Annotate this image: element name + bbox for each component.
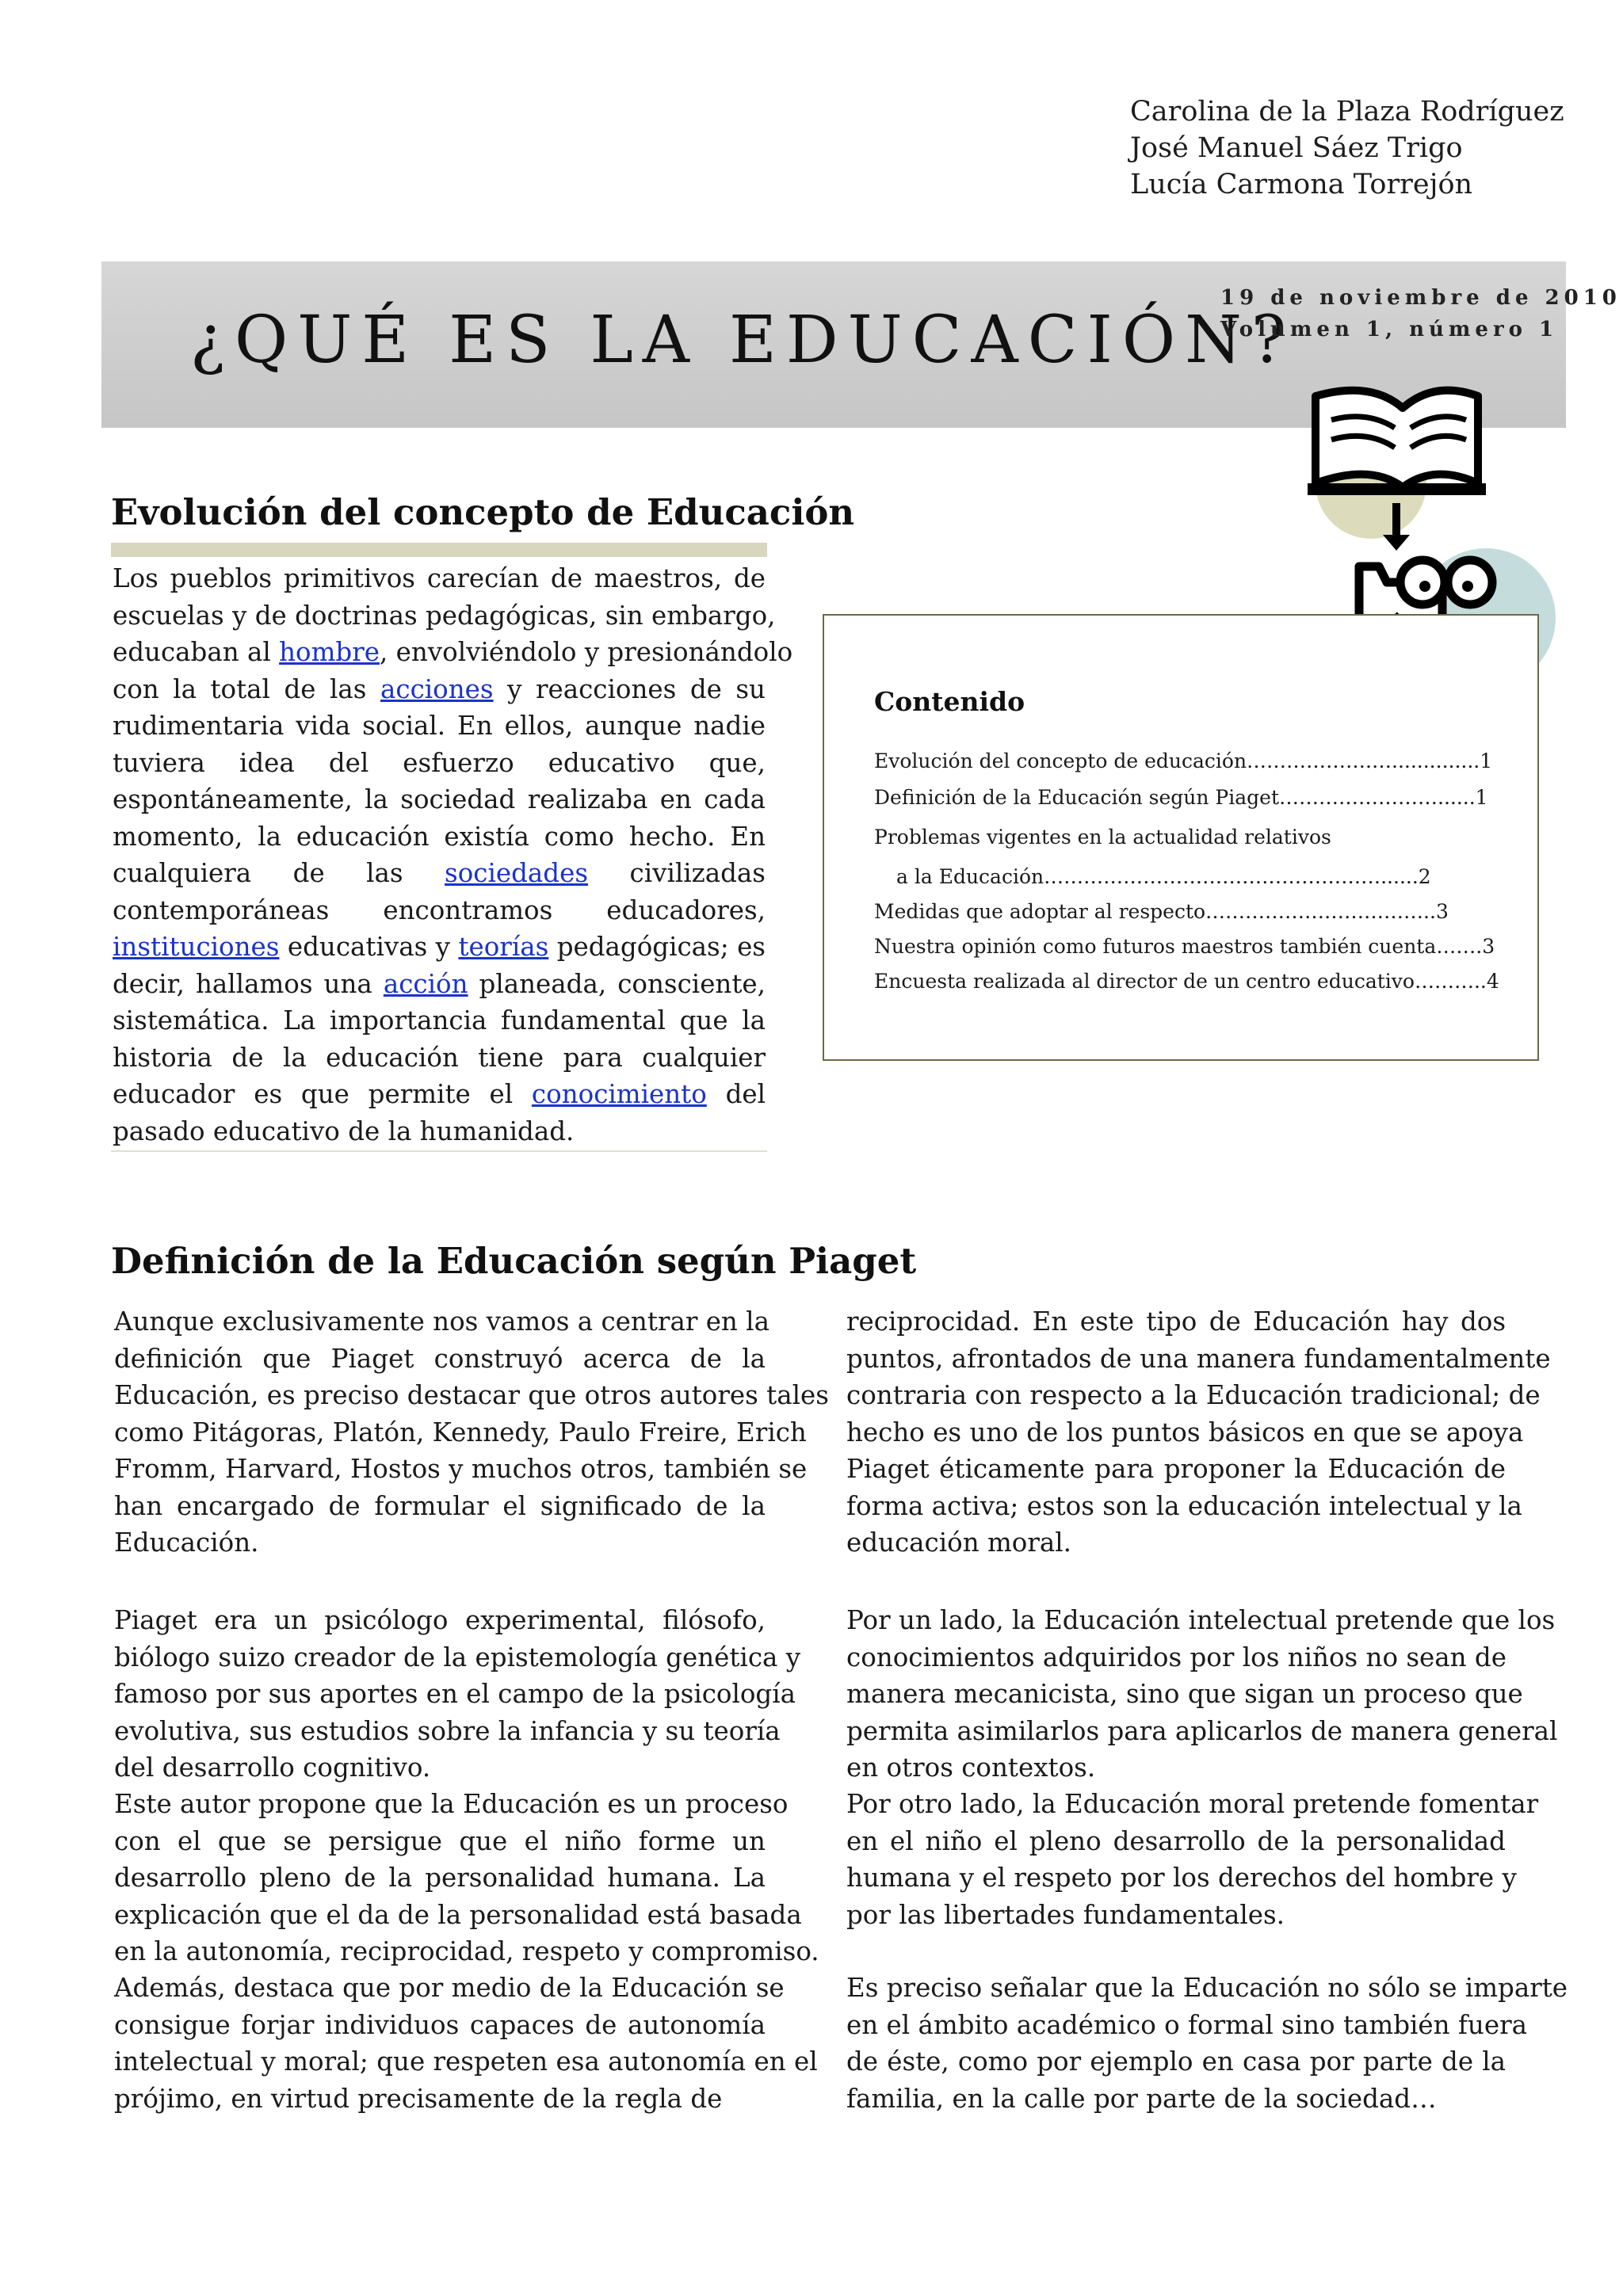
hyperlink-accion[interactable]: acción	[383, 968, 468, 999]
text-line: por las libertades fundamentales.	[846, 1899, 1285, 1930]
text-line: rudimentaria vida social. En ellos, aunque nadie	[113, 711, 766, 741]
contents-item: a la Educación……………………………………………......2	[896, 865, 1431, 888]
author-name: Lucía Carmona Torrejón	[1130, 169, 1473, 200]
text-line: decir, hallamos una acción planeada, consciente,	[113, 968, 766, 999]
text-line: en el niño el pleno desarrollo de la personalidad	[846, 1825, 1506, 1856]
hyperlink-acciones[interactable]: acciones	[380, 673, 494, 704]
section-underline	[111, 543, 767, 557]
contents-item: Problemas vigentes en la actualidad relativos	[874, 826, 1331, 849]
piaget-right-paragraph-4	[846, 1970, 1568, 2117]
text-line: escuelas y de doctrinas pedagógicas, sin embargo,	[113, 600, 776, 631]
text-line: biólogo suizo creador de la epistemología genética y	[114, 1642, 801, 1672]
text-line: Es preciso señalar que la Educación no sólo se imparte	[846, 1973, 1568, 2003]
text-line: conocimientos adquiridos por los niños no sean de	[846, 1642, 1507, 1672]
text-line: Fromm, Harvard, Hostos y muchos otros, también se	[114, 1454, 808, 1484]
text-line: educación moral.	[846, 1527, 1071, 1558]
text-line: Por otro lado, la Educación moral pretende fomentar	[846, 1789, 1539, 1819]
text-line: explicación que el da de la personalidad está basada	[114, 1899, 802, 1930]
authors-block	[1130, 93, 1606, 203]
piaget-right-paragraph-3	[846, 1786, 1539, 1933]
text-line: familia, en la calle por parte de la sociedad…	[846, 2083, 1437, 2114]
text-line: desarrollo pleno de la personalidad humana. La	[114, 1863, 766, 1893]
piaget-right-paragraph-2	[846, 1602, 1558, 1787]
hyperlink-instituciones[interactable]: instituciones	[113, 932, 280, 962]
issue-meta	[1220, 282, 1621, 345]
author-name: Carolina de la Plaza Rodríguez	[1130, 96, 1564, 128]
issue-volume: Volumen 1, número 1	[1220, 318, 1559, 341]
issue-date: 19 de noviembre de 2010	[1220, 286, 1621, 310]
contents-title: Contenido	[874, 686, 1025, 717]
text-line: contemporáneas encontramos educadores,	[113, 894, 766, 925]
text-line: educador es que permite el conocimiento del	[113, 1079, 766, 1109]
text-line: Aunque exclusivamente nos vamos a centrar en la	[114, 1306, 769, 1337]
hyperlink-sociedades[interactable]: sociedades	[445, 858, 589, 888]
text-line: evolutiva, sus estudios sobre la infancia y su teoría	[114, 1715, 781, 1746]
section-evolucion-body	[113, 560, 793, 1150]
text-line: instituciones educativas y teorías pedagógicas; es	[113, 932, 766, 962]
piaget-left-paragraph-2	[114, 1602, 801, 1787]
section-divider	[111, 1150, 767, 1152]
text-line: Además, destaca que por medio de la Educación se	[114, 1973, 785, 2003]
text-line: con el que se persigue que el niño forme un	[114, 1825, 766, 1856]
text-line: reciprocidad. En este tipo de Educación hay dos	[846, 1306, 1506, 1337]
text-line: con la total de las acciones y reacciones de su	[113, 673, 766, 704]
contents-item: Encuesta realizada al director de un centro educativo………..4	[874, 970, 1499, 993]
section-title-evolucion: Evolución del concepto de Educación	[111, 491, 855, 533]
contents-item: Evolución del concepto de educación……………….…..............1	[874, 749, 1493, 772]
hyperlink-hombre[interactable]: hombre	[279, 637, 380, 667]
text-line: Piaget éticamente para proponer la Educación de	[846, 1454, 1506, 1484]
piaget-right-paragraph-1	[846, 1303, 1551, 1562]
text-line: Este autor propone que la Educación es un proceso	[114, 1789, 789, 1819]
text-line: forma activa; estos son la educación intelectual y la	[846, 1490, 1522, 1521]
contents-item: Medidas que adoptar al respecto……………………………..3	[874, 900, 1449, 923]
text-line: historia de la educación tiene para cualquier	[113, 1042, 766, 1073]
text-line: educaban al hombre, envolviéndolo y presionándolo	[113, 637, 793, 667]
contents-item: Nuestra opinión como futuros maestros también cuenta…….3	[874, 935, 1495, 958]
text-line: permita asimilarlos para aplicarlos de manera general	[846, 1715, 1558, 1746]
text-line: Piaget era un psicólogo experimental, filósofo,	[114, 1605, 766, 1635]
author-name: José Manuel Sáez Trigo	[1130, 132, 1463, 164]
text-line: espontáneamente, la sociedad realizaba en cada	[113, 784, 766, 814]
text-line: intelectual y moral; que respeten esa autonomía en el	[114, 2046, 818, 2077]
text-line: Los pueblos primitivos carecían de maestros, de	[113, 563, 766, 593]
text-line: en el ámbito académico o formal sino también fuera	[846, 2009, 1528, 2040]
text-line: puntos, afrontados de una manera fundamentalmente	[846, 1343, 1551, 1374]
text-line: definición que Piaget construyó acerca de la	[114, 1343, 766, 1374]
text-line: famoso por sus aportes en el campo de la psicología	[114, 1679, 796, 1709]
text-line: han encargado de formular el significado de la	[114, 1490, 766, 1521]
section-title-piaget: Definición de la Educación según Piaget	[111, 1240, 917, 1282]
text-line: momento, la educación existía como hecho. En	[113, 821, 766, 852]
text-line: humana y el respeto por los derechos del hombre y	[846, 1863, 1517, 1893]
text-line: Educación.	[114, 1527, 259, 1558]
hyperlink-teorias[interactable]: teorías	[458, 932, 549, 962]
newsletter-title: ¿QUÉ ES LA EDUCACIÓN?	[190, 303, 1296, 378]
text-line: Educación, es preciso destacar que otros autores tales	[114, 1380, 829, 1410]
text-line: prójimo, en virtud precisamente de la regla de	[114, 2083, 723, 2114]
text-line: consigue forjar individuos capaces de autonomía	[114, 2009, 766, 2040]
text-line: cualquiera de las sociedades civilizadas	[113, 858, 766, 888]
text-line: sistemática. La importancia fundamental que la	[113, 1005, 766, 1035]
hyperlink-conocimiento[interactable]: conocimiento	[531, 1079, 707, 1109]
text-line: del desarrollo cognitivo.	[114, 1753, 431, 1783]
text-line: en otros contextos.	[846, 1753, 1096, 1783]
piaget-left-paragraph-1	[114, 1303, 829, 1562]
piaget-left-paragraph-4	[114, 1970, 818, 2117]
text-line: como Pitágoras, Platón, Kennedy, Paulo Freire, Erich	[114, 1417, 807, 1447]
contents-item: Definición de la Educación según Piaget……………………......1	[874, 786, 1488, 809]
text-line: pasado educativo de la humanidad.	[113, 1116, 575, 1146]
piaget-left-paragraph-3	[114, 1786, 819, 1970]
text-line: contraria con respecto a la Educación tradicional; de	[846, 1380, 1541, 1410]
text-line: tuviera idea del esfuerzo educativo que,	[113, 747, 766, 778]
text-line: hecho es uno de los puntos básicos en que se apoya	[846, 1417, 1524, 1447]
text-line: de éste, como por ejemplo en casa por parte de la	[846, 2046, 1506, 2077]
open-book-icon	[1308, 391, 1486, 495]
text-line: en la autonomía, reciprocidad, respeto y compromiso.	[114, 1936, 819, 1966]
text-line: Por un lado, la Educación intelectual pretende que los	[846, 1605, 1556, 1635]
text-line: manera mecanicista, sino que sigan un proceso que	[846, 1679, 1523, 1709]
